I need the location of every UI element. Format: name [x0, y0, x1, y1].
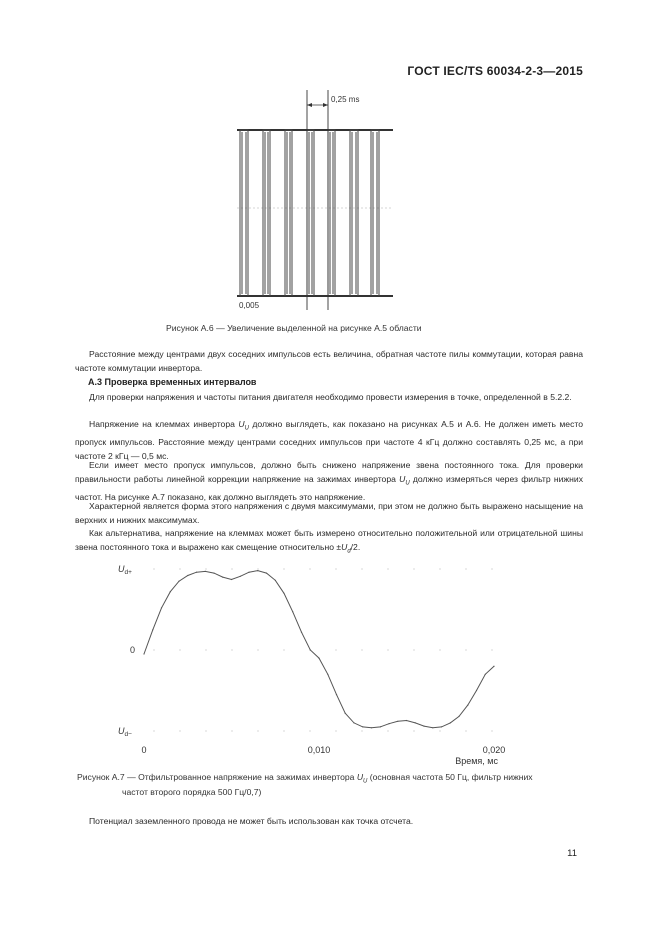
grid-dot	[154, 731, 155, 732]
grid-dot	[154, 569, 155, 570]
paragraph-5: Характерной является форма этого напряжения с двумя максимумами, при этом не должно быть выражено насыщение на верхних и нижних максимумах.	[75, 501, 583, 525]
series-point	[205, 571, 206, 572]
series-point	[327, 674, 328, 675]
x-axis-label: Время, мс	[455, 756, 498, 766]
grid-dot	[362, 569, 363, 570]
x-tick-label: 0,010	[307, 745, 331, 755]
pulse-train	[240, 130, 379, 296]
paragraph-1: Расстояние между центрами двух соседних импульсов есть величина, обратная частоте пилы коммутации, которая равна частоте коммутации инвертора.	[75, 349, 583, 373]
chart-axes	[141, 569, 505, 756]
paragraph-4: Если имеет место пропуск импульсов, должно быть снижено напряжение звена постоянного тока. Для проверки правильности работы линейной коррекции напряжение на зажимах инвертора $U_U$ должно измеряться через фильтр нижних частот. На рисунке А.7 показано, как должно выглядеть это напряжение.	[75, 460, 583, 502]
y-label-ud-plus: $U_{d+}$	[118, 564, 132, 576]
y-label-ud-minus: $U_{d-}$	[118, 726, 132, 738]
paragraph-7: Потенциал заземленного провода не может быть использован как точка отсчета.	[89, 816, 414, 826]
figure-a7-caption-line2: частот второго порядка 500 Гц/0,7)	[122, 787, 262, 797]
series-point	[187, 575, 188, 576]
grid-dot	[180, 650, 181, 651]
grid-dot	[466, 650, 467, 651]
paragraph-2: Для проверки напряжения и частоты питания двигателя необходимо провести измерения в точке, определенной в 5.2.2.	[89, 392, 572, 402]
series-point	[213, 573, 214, 574]
grid-dot	[232, 569, 233, 570]
series-point	[362, 726, 363, 727]
pulse-outlines	[240, 130, 379, 296]
series-point	[196, 572, 197, 573]
series-point	[380, 726, 381, 727]
series-point	[152, 629, 153, 630]
bottom-value-label: 0,005	[239, 301, 260, 310]
grid-dot	[492, 650, 493, 651]
series-point	[406, 720, 407, 721]
figure-a6	[225, 88, 405, 318]
series-point	[301, 632, 302, 633]
page-number: 11	[567, 848, 577, 859]
grid-dot	[336, 569, 337, 570]
document-header: ГОСТ IEC/TS 60034-2-3—2015	[407, 64, 583, 78]
series-point	[423, 726, 424, 727]
figure-a7-chart	[110, 555, 520, 770]
series-point	[275, 580, 276, 581]
grid-dot	[388, 731, 389, 732]
series-line-uu	[144, 571, 494, 728]
series-point	[485, 674, 486, 675]
grid-dot	[388, 650, 389, 651]
x-tick-label: 0	[141, 745, 147, 755]
series-point	[266, 573, 267, 574]
series-point	[388, 723, 389, 724]
grid-dot	[362, 731, 363, 732]
grid-dot	[284, 569, 285, 570]
grid-dot	[492, 731, 493, 732]
series-point	[432, 727, 433, 728]
interval-label: 0,25 ms	[331, 95, 360, 104]
grid-dot	[310, 569, 311, 570]
grid-dot	[310, 731, 311, 732]
series-point	[397, 721, 398, 722]
grid-dot	[232, 650, 233, 651]
series-point	[458, 716, 459, 717]
series-point	[231, 579, 232, 580]
x-tick-label: 0,020	[482, 745, 506, 755]
series-point	[143, 653, 144, 654]
grid-dot	[180, 731, 181, 732]
grid-dot	[258, 569, 259, 570]
grid-dot	[232, 731, 233, 732]
series-point	[170, 591, 171, 592]
series-point	[222, 577, 223, 578]
grid-dot	[414, 731, 415, 732]
paragraph-3: Напряжение на клеммах инвертора $U_U$ должно выглядеть, как показано на рисунках А.5 и А.6. Не должен иметь место пропуск импульсов. Расстояние между центрами соседних импульсов при частоте 4 кГц должно составлять 0,25 мс, а при частоте 2 кГц — 0,5 мс.	[75, 419, 583, 461]
series-point	[415, 722, 416, 723]
grid-dot	[336, 650, 337, 651]
grid-dot	[492, 569, 493, 570]
series-point	[476, 690, 477, 691]
series-point	[292, 611, 293, 612]
grid-dot	[258, 650, 259, 651]
series-point	[450, 722, 451, 723]
series-point	[345, 713, 346, 714]
series-point	[493, 666, 494, 667]
series-point	[161, 607, 162, 608]
arrow-left-icon	[307, 103, 312, 107]
series-point	[371, 727, 372, 728]
grid-dot	[206, 650, 207, 651]
grid-dot	[180, 569, 181, 570]
series-point	[336, 694, 337, 695]
series-points	[143, 570, 494, 728]
series-point	[257, 570, 258, 571]
grid-dot	[362, 650, 363, 651]
grid-dot	[258, 731, 259, 732]
section-title: А.3 Проверка временных интервалов	[88, 377, 257, 387]
y-label-zero: 0	[130, 645, 136, 655]
grid-dot	[466, 731, 467, 732]
series-point	[353, 722, 354, 723]
grid-dot	[440, 650, 441, 651]
series-point	[240, 576, 241, 577]
series-point	[283, 593, 284, 594]
figure-a6-caption: Рисунок А.6 — Увеличение выделенной на рисунке А.5 области	[166, 323, 422, 333]
grid-dot	[206, 569, 207, 570]
series-point	[248, 572, 249, 573]
grid-dot	[414, 650, 415, 651]
series-point	[310, 649, 311, 650]
grid-dot	[414, 569, 415, 570]
figure-a7-caption: Рисунок А.7 — Отфильтрованное напряжение на зажимах инвертора $U_U$ (основная частота 50 Гц, фильтр нижних	[77, 772, 533, 785]
grid-dot	[388, 569, 389, 570]
grid-dot	[206, 731, 207, 732]
grid-dot	[336, 731, 337, 732]
grid-dot	[466, 569, 467, 570]
series-point	[178, 581, 179, 582]
series-point	[318, 658, 319, 659]
grid-dot	[440, 569, 441, 570]
paragraph-6: Как альтернатива, напряжение на клеммах может быть измерено относительно положительной или отрицательной шины звена постоянного тока и выражено как смещение относительно $\pm U_d/2$.	[75, 528, 583, 555]
series-point	[441, 726, 442, 727]
arrow-right-icon	[323, 103, 328, 107]
grid-dot	[440, 731, 441, 732]
grid-dot	[154, 650, 155, 651]
series-point	[467, 705, 468, 706]
grid-dot	[284, 731, 285, 732]
grid-dot	[284, 650, 285, 651]
